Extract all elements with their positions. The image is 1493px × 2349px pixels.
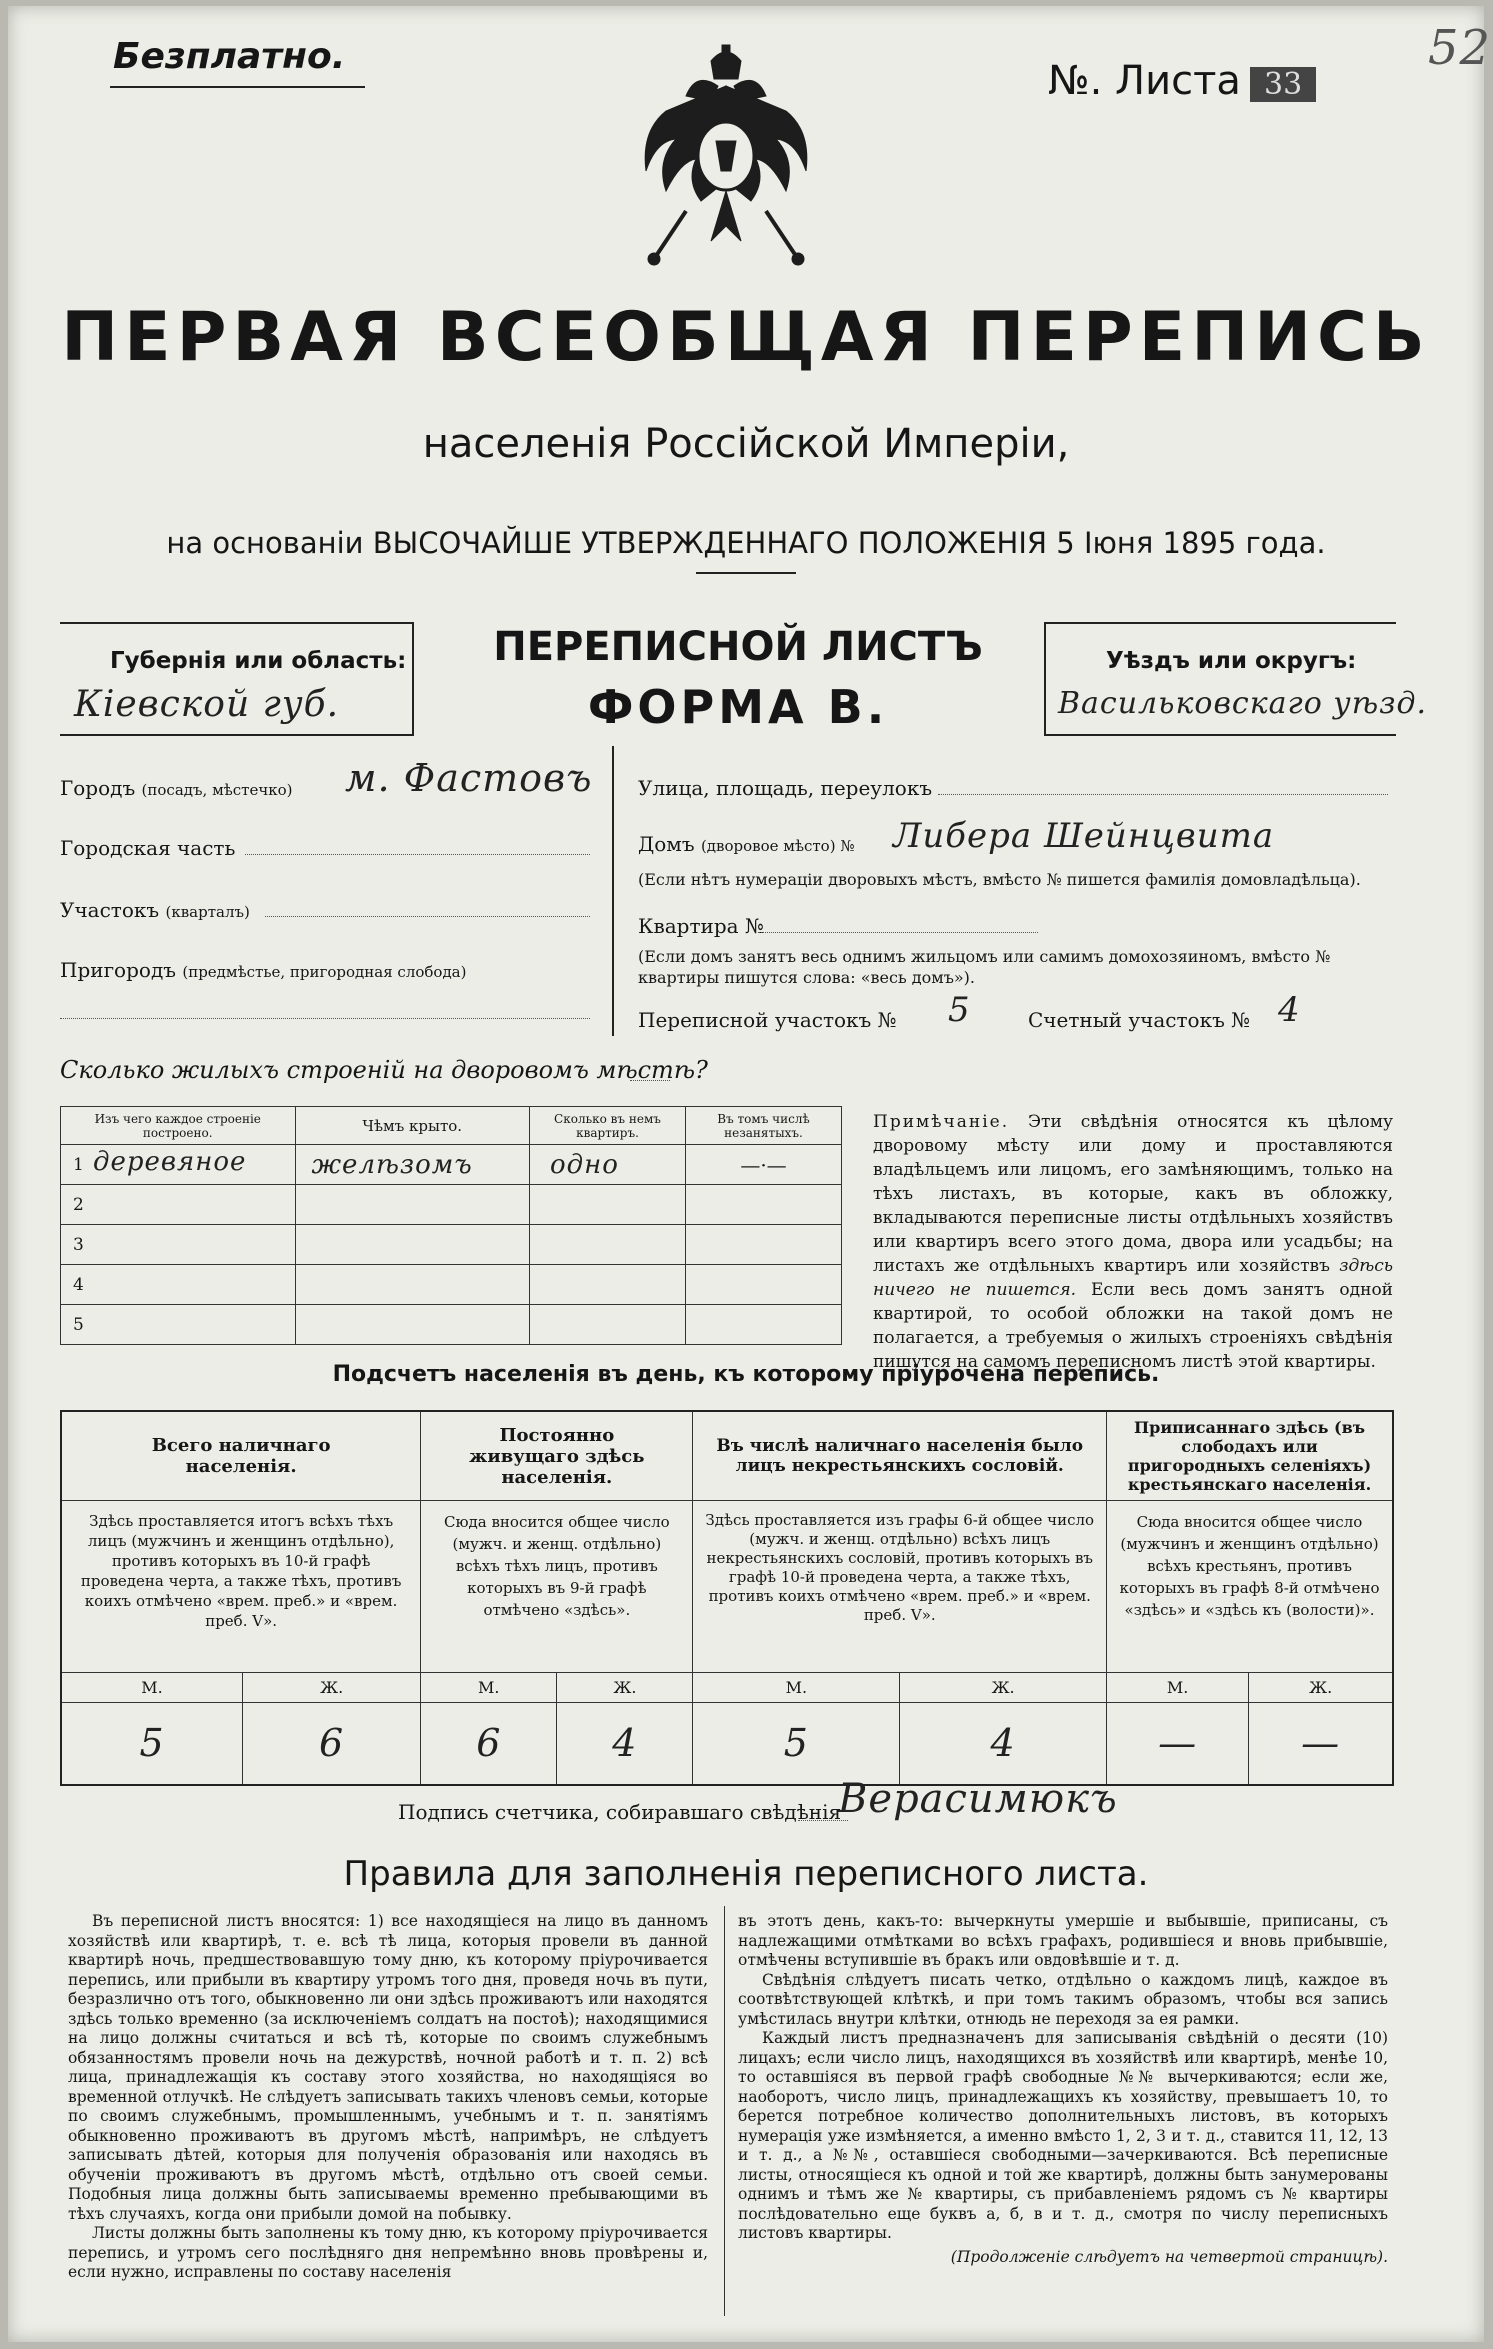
building-vacant: —·— <box>740 1152 787 1177</box>
dom-field <box>638 832 855 856</box>
permanent-zh-value: 4 <box>557 1703 693 1785</box>
rules-left-para-2: Листы должны быть заполнены къ тому дню, къ которому пріурочивается перепись, и утромъ сего послѣдняго дня непремѣнно вновь провѣрены и, если нужно, исправлены по составу населенія <box>68 2224 708 2281</box>
gubernia-value: Кіевской губ. <box>74 684 340 725</box>
note-italic: здѣсь ничего не пишется. <box>873 1256 1394 1300</box>
building-flats: одно <box>550 1149 619 1180</box>
table-row <box>61 1265 842 1305</box>
zh-header: Ж. <box>900 1673 1107 1703</box>
signature-line <box>798 1820 848 1821</box>
row-number: 5 <box>73 1315 84 1335</box>
buildings-header-vacant: Въ томъ числѣ незанятыхъ. <box>685 1107 841 1145</box>
rules-right-para-1: въ этотъ день, какъ-то: вычеркнуты умершіе и выбывшіе, приписаны, съ надлежащими отмѣтками во всѣхъ графахъ, родившіеся и вновь прибывшіе, отмѣчены вступившіе въ бракъ или овдовѣвшіе и т. д. <box>738 1912 1388 1969</box>
table-row <box>61 1225 842 1265</box>
sheet-number-label: №. Листа <box>1048 58 1241 104</box>
perepis-uchastok-value: 5 <box>948 990 971 1030</box>
chast-label: Городская часть <box>60 836 236 860</box>
title-rule <box>696 572 796 574</box>
nonpeasant-m-value: 5 <box>693 1703 900 1785</box>
permanent-m-value: 6 <box>421 1703 557 1785</box>
zh-header: Ж. <box>557 1673 693 1703</box>
address-left <box>60 746 614 1036</box>
nonpeasant-zh-value: 4 <box>900 1703 1107 1785</box>
row-number: 2 <box>73 1195 84 1215</box>
dom-note: (дворовое мѣсто) № <box>700 837 855 855</box>
buildings-header-roof: Чѣмъ крыто. <box>295 1107 530 1145</box>
count-header-total: Всего наличнаго населенія. <box>61 1411 421 1501</box>
coat-of-arms-icon <box>626 41 826 291</box>
peasant-zh-value: — <box>1249 1703 1393 1785</box>
rules-right-para-3: Каждый листъ предназначенъ для записыванія свѣдѣній о десяти (10) лицахъ; если число лицъ, находящихся въ хозяйствѣ или квартирѣ, менѣе 10, то оставшіяся въ первой графѣ свободные №№ вычеркиваются; если же, наоборотъ, число лицъ, принадлежащихъ къ хозяйству, превышаетъ 10, то берется потребное количество дополнительныхъ листовъ, въ которыхъ нумерація уже измѣняется, а именно вмѣсто 1, 2, 3 и т. д., ставится 11, 12, 13 и т. д., а №№, оставшіеся свободными—зачеркиваются. Всѣ переписные листы, относящіеся къ одной и той же квартирѣ, должны быть занумерованы однимъ и тѣмъ же № квартиры, съ прибавленіемъ рядомъ съ № квартиры послѣдовательно еще буквъ а, б, в и т. д., смотря по числу переписныхъ листовъ квартиры. <box>738 2029 1388 2242</box>
count-table <box>60 1410 1394 1786</box>
table-row <box>61 1305 842 1345</box>
dom-value: Либера Шейнцвита <box>893 816 1275 856</box>
rules-right-para-2: Свѣдѣнія слѣдуетъ писать четко, отдѣльно о каждомъ лицѣ, каждое въ соотвѣтствующей клѣткѣ, и при томъ такимъ образомъ, чтобы вся запись умѣстилась внутри клѣтки, отнюдь не переходя за ея рамки. <box>738 1970 1388 2028</box>
count-body-total: Здѣсь проставляется итогъ всѣхъ тѣхъ лицъ (мужчинъ и женщинъ отдѣльно), противъ которыхъ въ 10-й графѣ проведена черта, а также тѣхъ, противъ коихъ отмѣчено «врем. преб.» и «врем. преб. V». <box>61 1501 421 1673</box>
chast-line <box>245 854 590 855</box>
ulitsa-label: Улица, площадь, переулокъ <box>638 776 933 800</box>
peasant-m-value: — <box>1107 1703 1249 1785</box>
count-body-nonpeasant: Здѣсь проставляется изъ графы 6-й общее число (мужч. и женщ. отдѣльно) всѣхъ лицъ некрестьянскихъ сословій, противъ которыхъ въ графѣ 10-й проведена черта, а также тѣхъ, противъ коихъ отмѣчено «врем. преб.» и «врем. преб. V». <box>693 1501 1107 1673</box>
rules-left-para-1: Въ переписной листъ вносятся: 1) все находящіеся на лицо въ данномъ хозяйствѣ или квартирѣ, т. е. всѣ тѣ лица, которыя провели въ данной квартирѣ ночь, предшествовавшую тому дню, къ которому пріурочивается перепись, или прибыли въ квартиру утромъ того дня, проведя ночь въ пути, безразлично отъ того, обыкновенно ли они здѣсь проживаютъ или находятся здѣсь только временно (за исключеніемъ солдатъ на постоѣ); находящимися на лицо должны считаться и всѣ тѣ, которые по своимъ служебнымъ обязанностямъ провели ночь на дежурствѣ, ночной работѣ и т. п. 2) всѣ лица, принадлежащія къ составу этого хозяйства, но находящіяся во временной отлучкѣ. Не слѣдуетъ записывать такихъ членовъ семьи, которые по своимъ служебнымъ, промышленнымъ, учебнымъ и т. п. занятіямъ обыкновенно проживаютъ въ другомъ мѣстѣ, напримѣръ, не слѣдуетъ записывать дѣтей, которыя для полученія образованія или находясь въ обученіи проживаютъ въ другомъ мѣстѣ, отдѣльно отъ своей семьи. Подобныя лица должны быть записываемы временно пребывающими въ тѣхъ случаяхъ, когда они прибыли домой на побывку. <box>68 1912 708 2223</box>
prigorod-note: (предмѣстье, пригородная слобода) <box>182 963 467 981</box>
row-number: 3 <box>73 1235 84 1255</box>
census-sheet <box>8 6 1492 2342</box>
free-underline <box>110 86 365 88</box>
ulitsa-line <box>938 794 1388 795</box>
kvartira-line <box>758 932 1038 933</box>
basis-line: на основаніи ВЫСОЧАЙШЕ УТВЕРЖДЕННАГО ПОЛОЖЕНІЯ 5 Іюня 1895 года. <box>166 526 1326 560</box>
gubernia-label: Губернія или область: <box>110 648 407 674</box>
zh-header: Ж. <box>243 1673 421 1703</box>
note-text-2: Если весь домъ занятъ одной квартирой, то особой обложки на такой домъ не полагается, а требуемыя о жилыхъ строеніяхъ свѣдѣнія пишутся на самомъ переписномъ листѣ этой квартиры. <box>873 1280 1394 1372</box>
m-header: М. <box>421 1673 557 1703</box>
row-number: 4 <box>73 1275 84 1295</box>
gorod-label: Городъ <box>60 776 136 800</box>
buildings-header-material: Изъ чего каждое строеніе построено. <box>61 1107 296 1145</box>
prigorod-field <box>60 958 466 982</box>
uezd-value: Васильковскаго уѣзд. <box>1058 686 1428 721</box>
signature-label: Подпись счетчика, собиравшаго свѣдѣнія <box>398 1800 842 1824</box>
rules-left <box>68 1912 708 2283</box>
form-name: ПЕРЕПИСНОЙ ЛИСТЪ <box>493 624 983 670</box>
count-body-peasant: Сюда вносится общее число (мужчинъ и женщинъ отдѣльно) всѣхъ крестьянъ, противъ которыхъ въ графѣ 8-й отмѣчено «здѣсь» и «здѣсь къ (волости)». <box>1107 1501 1394 1673</box>
uezd-box <box>1044 622 1428 736</box>
note-text-1: Эти свѣдѣнія относятся къ цѣлому дворовому мѣсту или дому и проставляются владѣльцемъ или лицомъ, его замѣняющимъ, только на тѣхъ листахъ, въ которые, какъ въ обложку, вкладываются переписные листы отдѣльныхъ хозяйствъ или квартиръ всего этого дома, двора или усадьбы; на листахъ же отдѣльныхъ квартиръ или хозяйствъ <box>873 1112 1393 1276</box>
sheet-number-value: 33 <box>1250 67 1316 102</box>
uchastok-note: (кварталъ) <box>165 903 250 921</box>
schet-uchastok-label: Счетный участокъ № <box>1028 1008 1251 1032</box>
dom-hint: (Если нѣтъ нумераціи дворовыхъ мѣстъ, вмѣсто № пишется фамилія домовладѣльца). <box>638 870 1361 889</box>
buildings-table <box>60 1106 842 1345</box>
rules-title: Правила для заполненія переписного листа. <box>343 1854 1149 1894</box>
dom-label: Домъ <box>638 832 695 856</box>
kvartira-hint: (Если домъ занятъ весь однимъ жильцомъ или самимъ домохозяиномъ, вмѣсто № квартиры пишутся слова: «весь домъ»). <box>638 947 1331 987</box>
count-header-permanent: Постоянно живущаго здѣсь населенія. <box>421 1411 693 1501</box>
uchastok-field <box>60 898 250 922</box>
count-body-permanent: Сюда вносится общее число (мужч. и женщ. отдѣльно) всѣхъ тѣхъ лицъ, противъ которыхъ въ 9-й графѣ отмѣчено «здѣсь». <box>421 1501 693 1673</box>
table-row <box>61 1185 842 1225</box>
row-number: 1 <box>73 1155 84 1175</box>
signature-value: Верасимюкъ <box>838 1776 1118 1822</box>
address-right <box>638 746 1398 1036</box>
gorod-note: (посадъ, мѣстечко) <box>141 781 293 799</box>
gorod-field <box>60 776 293 800</box>
schet-uchastok-value: 4 <box>1278 990 1301 1030</box>
sheet-number-block <box>1048 58 1316 104</box>
rules-continued: (Продолженіе слѣдуетъ на четвертой страницѣ). <box>950 2247 1388 2266</box>
total-m-value: 5 <box>61 1703 243 1785</box>
building-roof: желѣзомъ <box>311 1149 473 1180</box>
gorod-value: м. Фастовъ <box>345 756 593 800</box>
uchastok-line <box>265 916 590 917</box>
uezd-label: Уѣздъ или округъ: <box>1106 648 1357 674</box>
prigorod-line <box>60 1018 590 1019</box>
buildings-header-flats: Сколько въ немъ квартиръ. <box>530 1107 686 1145</box>
gubernia-box <box>60 622 414 736</box>
count-header-peasant: Приписаннаго здѣсь (въ слободахъ или пригородныхъ селеніяхъ) крестьянскаго населенія. <box>1107 1411 1394 1501</box>
m-header: М. <box>61 1673 243 1703</box>
buildings-question: Сколько жилыхъ строеній на дворовомъ мѣстѣ? <box>60 1056 708 1084</box>
corner-mark: 52 <box>1428 20 1492 76</box>
rules-right <box>738 1912 1388 2267</box>
buildings-question-line <box>630 1080 670 1081</box>
form-type: ФОРМА В. <box>587 680 889 734</box>
perepis-uchastok-label: Переписной участокъ № <box>638 1008 897 1032</box>
count-header-nonpeasant: Въ числѣ наличнаго населенія было лицъ некрестьянскихъ сословій. <box>693 1411 1107 1501</box>
zh-header: Ж. <box>1249 1673 1393 1703</box>
note-title: Примѣчаніе. <box>873 1112 1010 1132</box>
m-header: М. <box>693 1673 900 1703</box>
uchastok-label: Участокъ <box>60 898 160 922</box>
building-material: деревяное <box>93 1147 247 1177</box>
total-zh-value: 6 <box>243 1703 421 1785</box>
m-header: М. <box>1107 1673 1249 1703</box>
table-row <box>61 1145 842 1185</box>
prigorod-label: Пригородъ <box>60 958 176 982</box>
subtitle: населенія Россійской Имперіи, <box>422 421 1070 467</box>
buildings-note <box>873 1110 1393 1374</box>
kvartira-label: Квартира № <box>638 914 764 938</box>
main-title: ПЕРВАЯ ВСЕОБЩАЯ ПЕРЕПИСЬ <box>61 298 1431 377</box>
count-title: Подсчетъ населенія въ день, къ которому пріурочена перепись. <box>332 1362 1160 1387</box>
free-label: Безплатно. <box>113 36 346 77</box>
rules-divider <box>724 1906 725 2316</box>
